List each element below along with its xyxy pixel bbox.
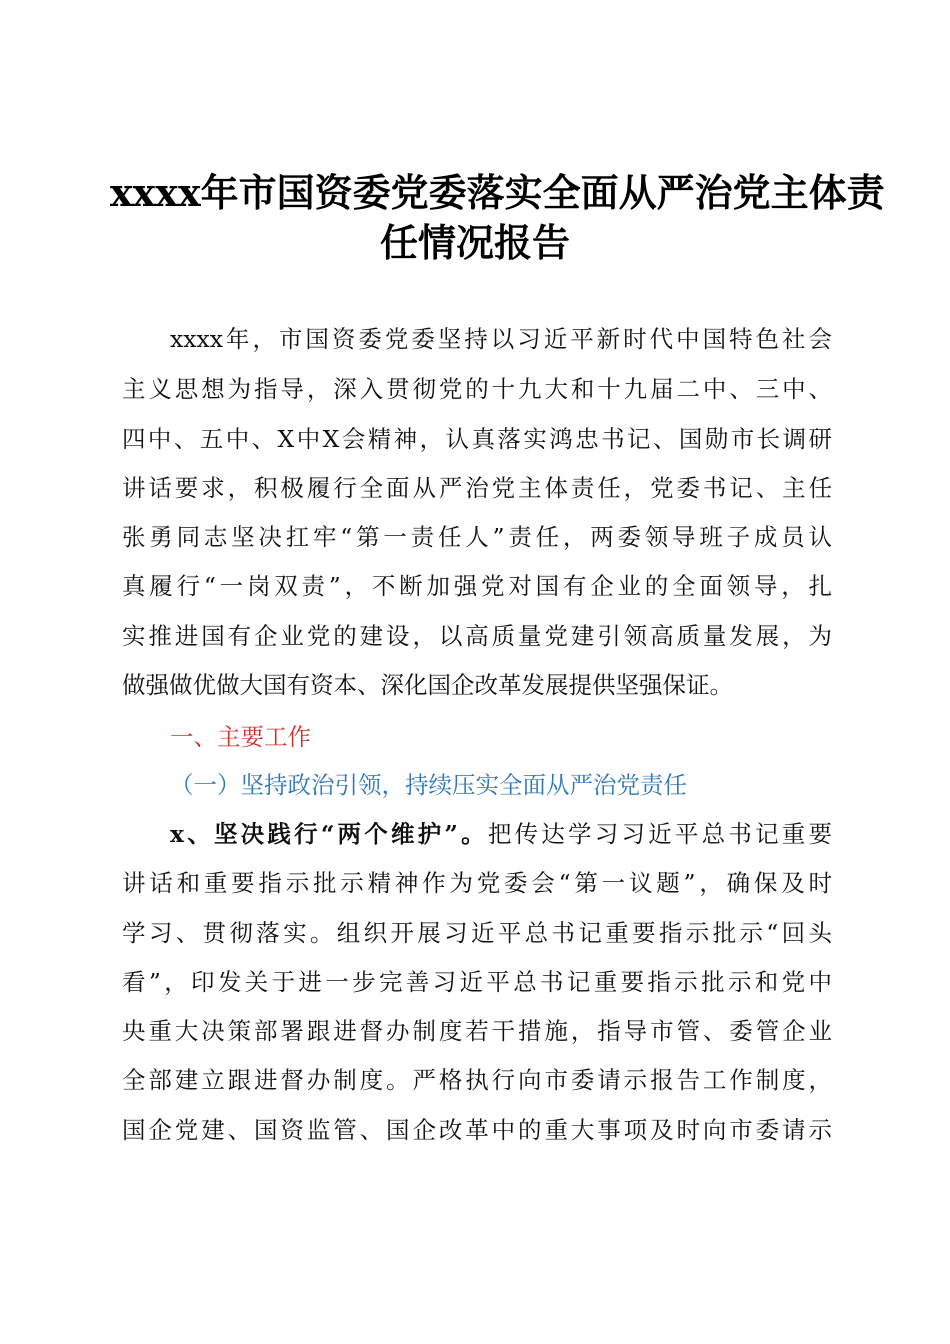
document-title-line-1: xxxx年市国资委党委落实全面从严治党主体责 bbox=[110, 170, 885, 215]
section-heading-main-work: 一、主要工作 bbox=[170, 723, 311, 751]
section1-lead-bold: x、坚决践行“两个维护”。 bbox=[170, 820, 488, 848]
section1-paragraph-line: 讲话和重要指示批示精神作为党委会“第一议题”，确保及时 bbox=[122, 869, 832, 897]
intro-paragraph-line: 实推进国有企业党的建设，以高质量党建引领高质量发展，为 bbox=[122, 622, 832, 650]
intro-paragraph-line: 真履行“一岗双责”，不断加强党对国有企业的全面领导，扎 bbox=[122, 572, 832, 600]
intro-paragraph-line: 四中、五中、X中X会精神，认真落实鸿忠书记、国勋市长调研 bbox=[122, 425, 832, 453]
document-title-line-2: 任情况报告 bbox=[379, 220, 570, 265]
section1-paragraph-line: 国企党建、国资监管、国企改革中的重大事项及时向市委请示 bbox=[122, 1116, 832, 1144]
section1-paragraph-line: 全部建立跟进督办制度。严格执行向市委请示报告工作制度， bbox=[122, 1066, 832, 1094]
section1-line-text: 把传达学习习近平总书记重要 bbox=[487, 820, 833, 848]
intro-paragraph-line: 主义思想为指导，深入贯彻党的十九大和十九届二中、三中、 bbox=[122, 375, 832, 403]
section1-paragraph-line: 学习、贯彻落实。组织开展习近平总书记重要指示批示“回头 bbox=[122, 919, 832, 947]
intro-paragraph-line: 做强做优做大国有资本、深化国企改革发展提供坚强保证。 bbox=[122, 671, 733, 699]
section1-paragraph-line: 央重大决策部署跟进督办制度若干措施，指导市管、委管企业 bbox=[122, 1017, 832, 1045]
subsection-heading-political-leadership: （一）坚持政治引领，持续压实全面从严治党责任 bbox=[170, 771, 687, 799]
intro-paragraph-line: 讲话要求，积极履行全面从严治党主体责任，党委书记、主任 bbox=[122, 474, 832, 502]
intro-paragraph-line: xxxx年，市国资委党委坚持以习近平新时代中国特色社会 bbox=[170, 325, 832, 353]
section1-paragraph-line-1 bbox=[170, 817, 832, 851]
intro-paragraph-line: 张勇同志坚决扛牢“第一责任人”责任，两委领导班子成员认 bbox=[122, 523, 832, 551]
section1-paragraph-line: 看”，印发关于进一步完善习近平总书记重要指示批示和党中 bbox=[122, 968, 832, 996]
